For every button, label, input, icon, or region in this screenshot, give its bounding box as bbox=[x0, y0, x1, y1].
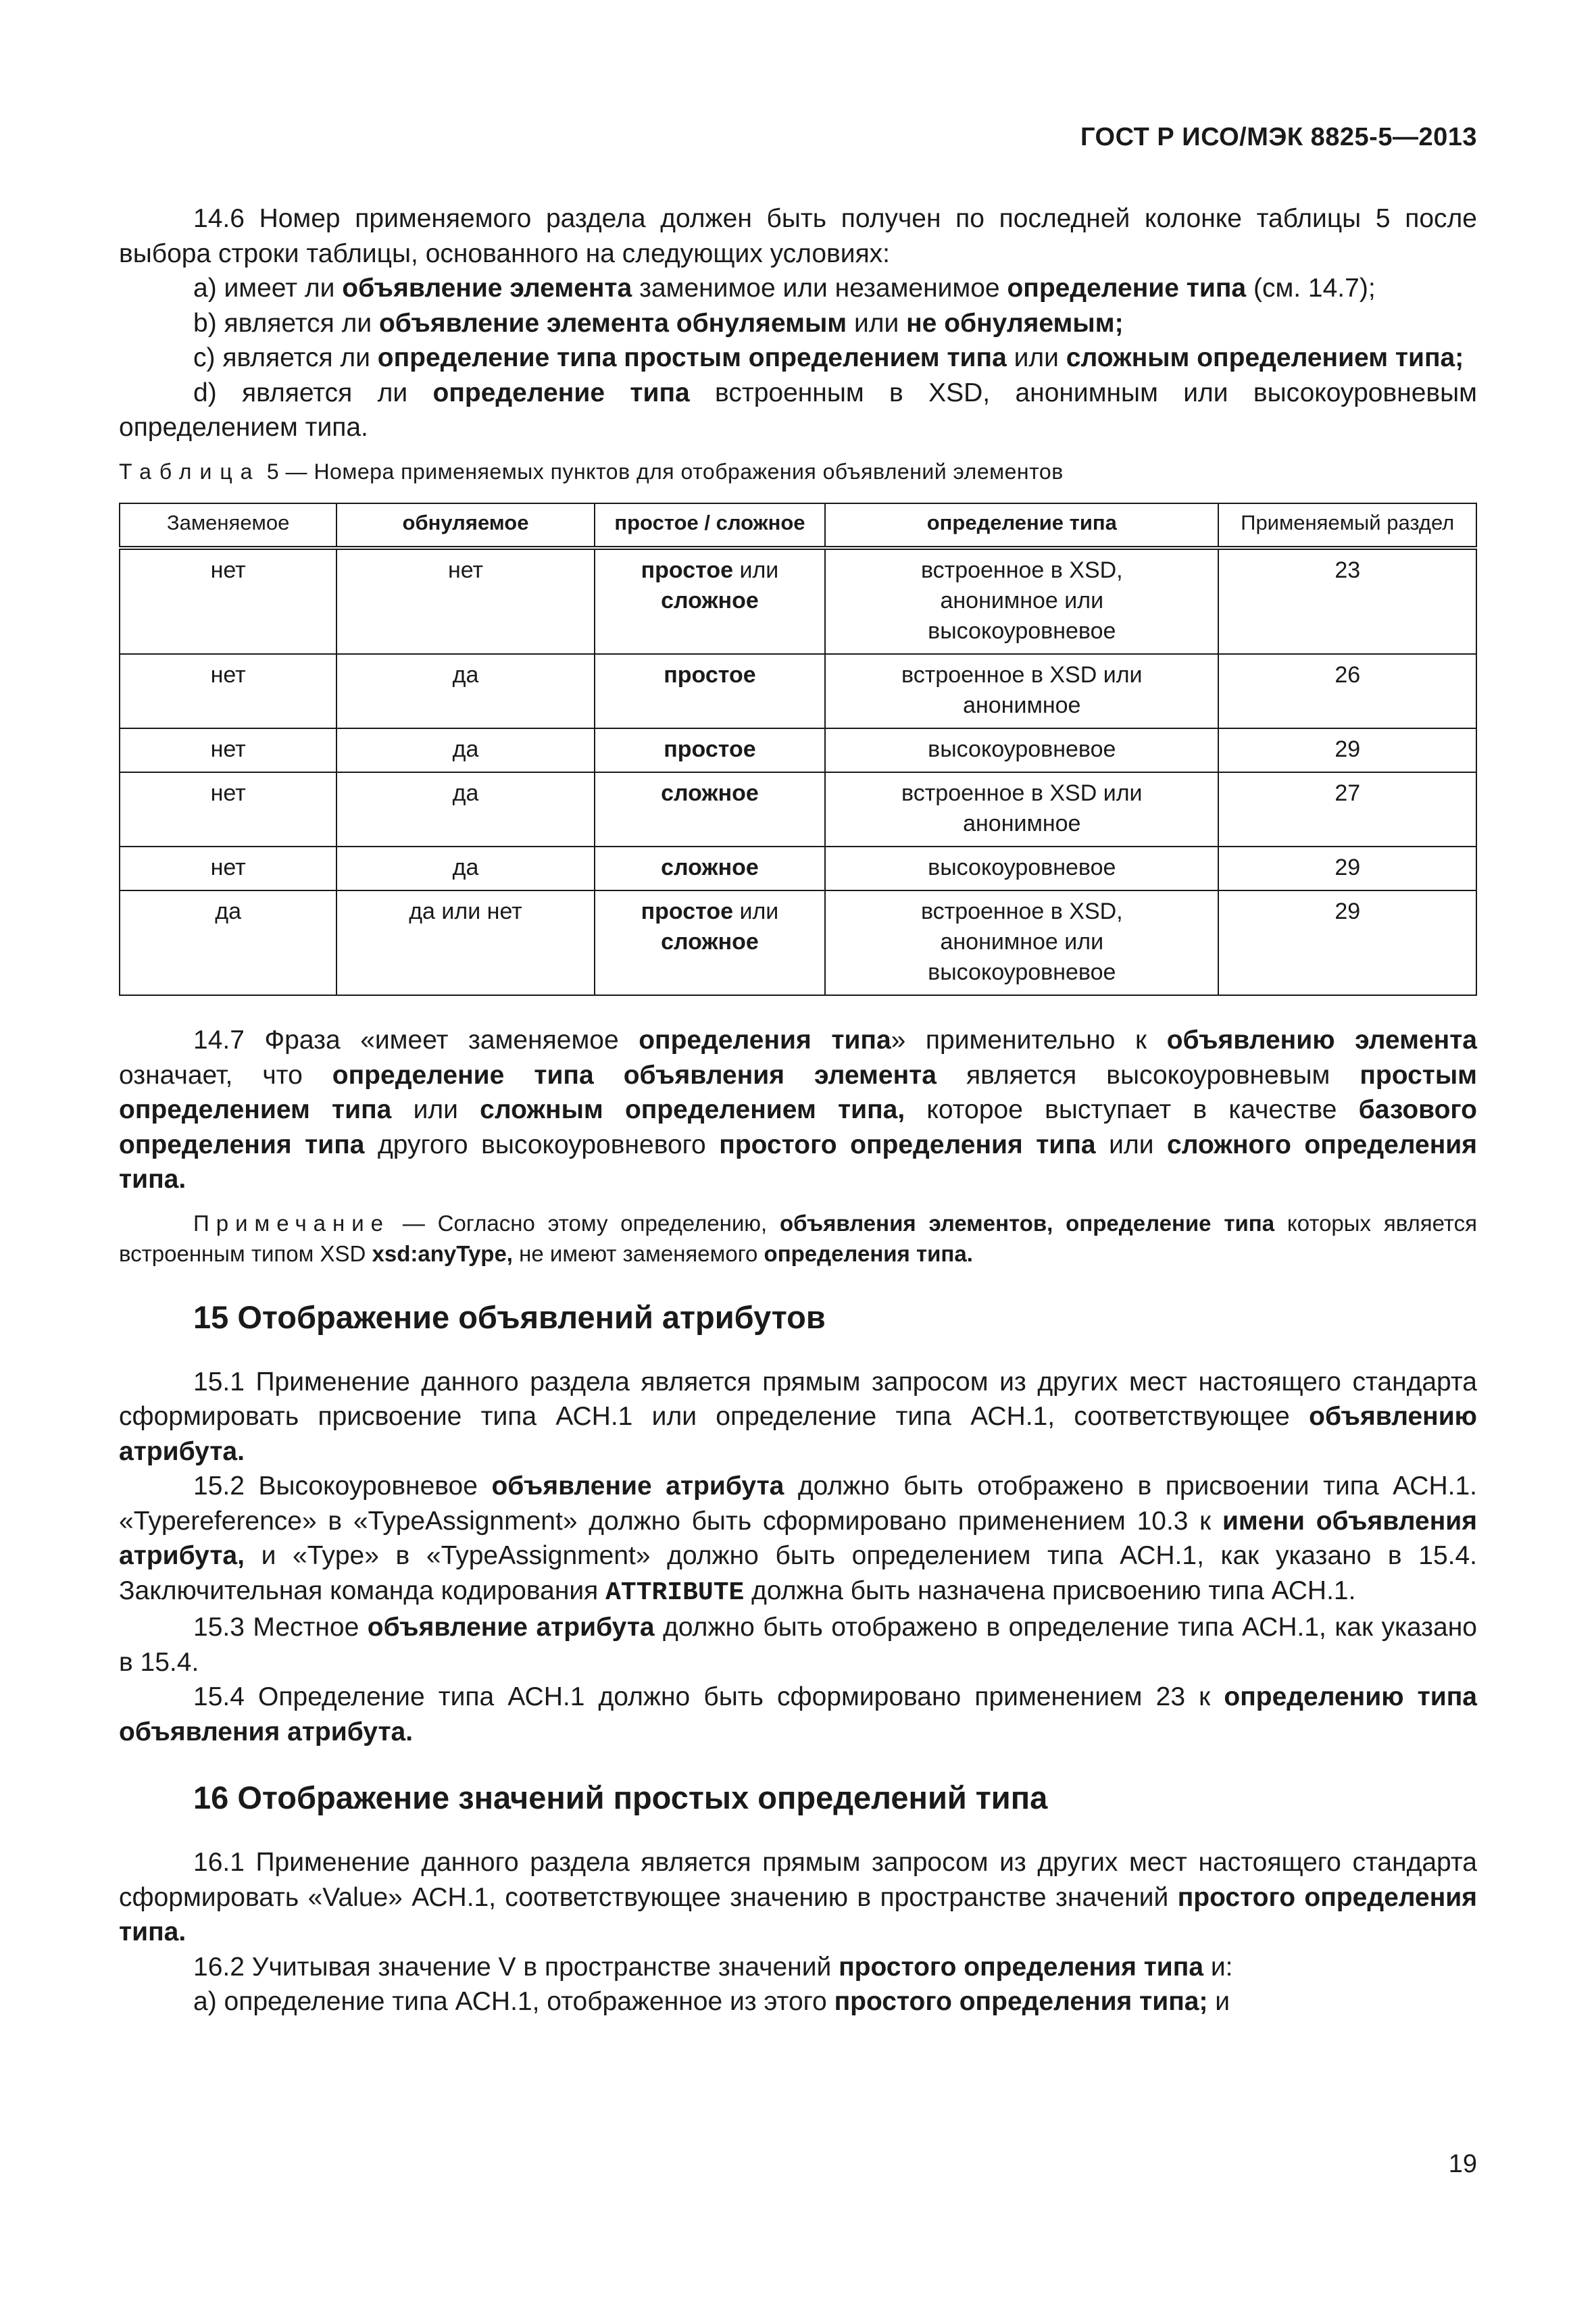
cell-type-definition: встроенное в XSD, анонимное или высокоуровневое bbox=[825, 890, 1218, 995]
cell-type-definition: высокоуровневое bbox=[825, 847, 1218, 890]
table-caption: Таблица 5 — Номера применяемых пунктов для отображения объявлений элементов bbox=[119, 459, 1064, 484]
cell-nullable: да bbox=[336, 772, 595, 847]
cell-section: 26 bbox=[1218, 654, 1476, 728]
table-row bbox=[120, 772, 1476, 847]
cell-simple-complex: простое или сложное bbox=[595, 890, 825, 995]
paragraph-16-2-a: а) определение типа АСН.1, отображенное из этого простого определения типа; и bbox=[193, 1987, 1230, 2016]
cell-section: 29 bbox=[1218, 890, 1476, 995]
condition-c: с) является ли определение типа простым определением типа или сложным определением типа; bbox=[193, 343, 1464, 372]
cell-type-definition: встроенное в XSD или анонимное bbox=[825, 772, 1218, 847]
cell-replaceable: нет bbox=[120, 654, 336, 728]
note: Примечание — Согласно этому определению, объявления элементов, определение типа которых является встроенным типом XSD xsd:anyType, не имеют заменяемого определения типа. bbox=[119, 1210, 1477, 1266]
table-row bbox=[120, 728, 1476, 772]
paragraph-14-7: 14.7 Фраза «имеет заменяемое определения типа» применительно к объявлению элемента означает, что определение типа объявления элемента является высокоуровневым простым определением типа или сложным определением типа, которое выступает в качестве базового определения типа другого высокоуровневого простого определения типа или сложного определения типа. bbox=[119, 1026, 1478, 1194]
section-16-title: 16 Отображение значений простых определений типа bbox=[193, 1780, 1048, 1815]
table-row bbox=[120, 847, 1476, 890]
condition-b: b) является ли объявление элемента обнуляемым или не обнуляемым; bbox=[193, 308, 1124, 338]
condition-d: d) является ли определение типа встроенным в XSD, анонимным или высокоуровневым определением типа. bbox=[119, 378, 1477, 442]
cell-section: 27 bbox=[1218, 772, 1476, 847]
cell-type-definition: встроенное в XSD или анонимное bbox=[825, 654, 1218, 728]
cell-simple-complex: простое bbox=[595, 728, 825, 772]
mapping-table bbox=[119, 503, 1477, 996]
header-simple-complex: простое / сложное bbox=[595, 503, 825, 548]
document-body bbox=[119, 201, 1477, 2019]
table-row bbox=[120, 654, 1476, 728]
cell-type-definition: высокоуровневое bbox=[825, 728, 1218, 772]
paragraph-16-2: 16.2 Учитывая значение V в пространстве значений простого определения типа и: bbox=[193, 1952, 1233, 1982]
cell-simple-complex: простое или сложное bbox=[595, 548, 825, 654]
cell-nullable: нет bbox=[336, 548, 595, 654]
cell-simple-complex: сложное bbox=[595, 772, 825, 847]
table-row bbox=[120, 890, 1476, 995]
cell-section: 29 bbox=[1218, 728, 1476, 772]
header-type-definition: определение типа bbox=[825, 503, 1218, 548]
paragraph-16-1: 16.1 Применение данного раздела является прямым запросом из других мест настоящего стандарта сформировать «Value» АСН.1, соответствующее значению в пространстве значений простого определения типа. bbox=[119, 1848, 1477, 1946]
document-header: ГОСТ Р ИСО/МЭК 8825-5—2013 bbox=[1080, 123, 1477, 151]
header-applied-section: Применяемый раздел bbox=[1218, 503, 1476, 548]
cell-replaceable: нет bbox=[120, 548, 336, 654]
cell-section: 29 bbox=[1218, 847, 1476, 890]
cell-nullable: да или нет bbox=[336, 890, 595, 995]
cell-replaceable: нет bbox=[120, 728, 336, 772]
header-replaceable: Заменяемое bbox=[120, 503, 336, 548]
paragraph-15-4: 15.4 Определение типа АСН.1 должно быть сформировано применением 23 к определению типа объявления атрибута. bbox=[119, 1682, 1477, 1746]
paragraph-15-2: 15.2 Высокоуровневое объявление атрибута должно быть отображено в присвоении типа АСН.1. «Typereference» в «TypeAssignment» должно быть сформировано применением 10.3 к имени объявления атрибута, и «Type» в «TypeAssignment» должно быть определением типа АСН.1, как указано в 15.4. Заключительная команда кодирования ATTRIBUTE должна быть назначена присвоению типа АСН.1. bbox=[119, 1472, 1477, 1607]
paragraph-14-6: 14.6 Номер применяемого раздела должен быть получен по последней колонке таблицы 5 после выбора строки таблицы, основанного на следующих условиях: bbox=[119, 204, 1477, 268]
cell-replaceable: нет bbox=[120, 847, 336, 890]
cell-nullable: да bbox=[336, 654, 595, 728]
condition-a: а) имеет ли объявление элемента заменимое или незаменимое определение типа (см. 14.7); bbox=[193, 274, 1376, 303]
paragraph-15-1: 15.1 Применение данного раздела является прямым запросом из других мест настоящего стандарта сформировать присвоение типа АСН.1 или определение типа АСН.1, соответствующее объявлению атрибута. bbox=[119, 1367, 1477, 1466]
header-nullable: обнуляемое bbox=[336, 503, 595, 548]
section-15-title: 15 Отображение объявлений атрибутов bbox=[193, 1299, 826, 1335]
page-number: 19 bbox=[1448, 2150, 1477, 2178]
cell-type-definition: встроенное в XSD, анонимное или высокоуровневое bbox=[825, 548, 1218, 654]
cell-replaceable: да bbox=[120, 890, 336, 995]
cell-simple-complex: простое bbox=[595, 654, 825, 728]
table-row bbox=[120, 548, 1476, 654]
cell-nullable: да bbox=[336, 728, 595, 772]
paragraph-15-3: 15.3 Местное объявление атрибута должно быть отображено в определение типа АСН.1, как указано в 15.4. bbox=[119, 1613, 1477, 1677]
cell-nullable: да bbox=[336, 847, 595, 890]
cell-replaceable: нет bbox=[120, 772, 336, 847]
cell-section: 23 bbox=[1218, 548, 1476, 654]
table-header-row bbox=[120, 503, 1476, 548]
cell-simple-complex: сложное bbox=[595, 847, 825, 890]
